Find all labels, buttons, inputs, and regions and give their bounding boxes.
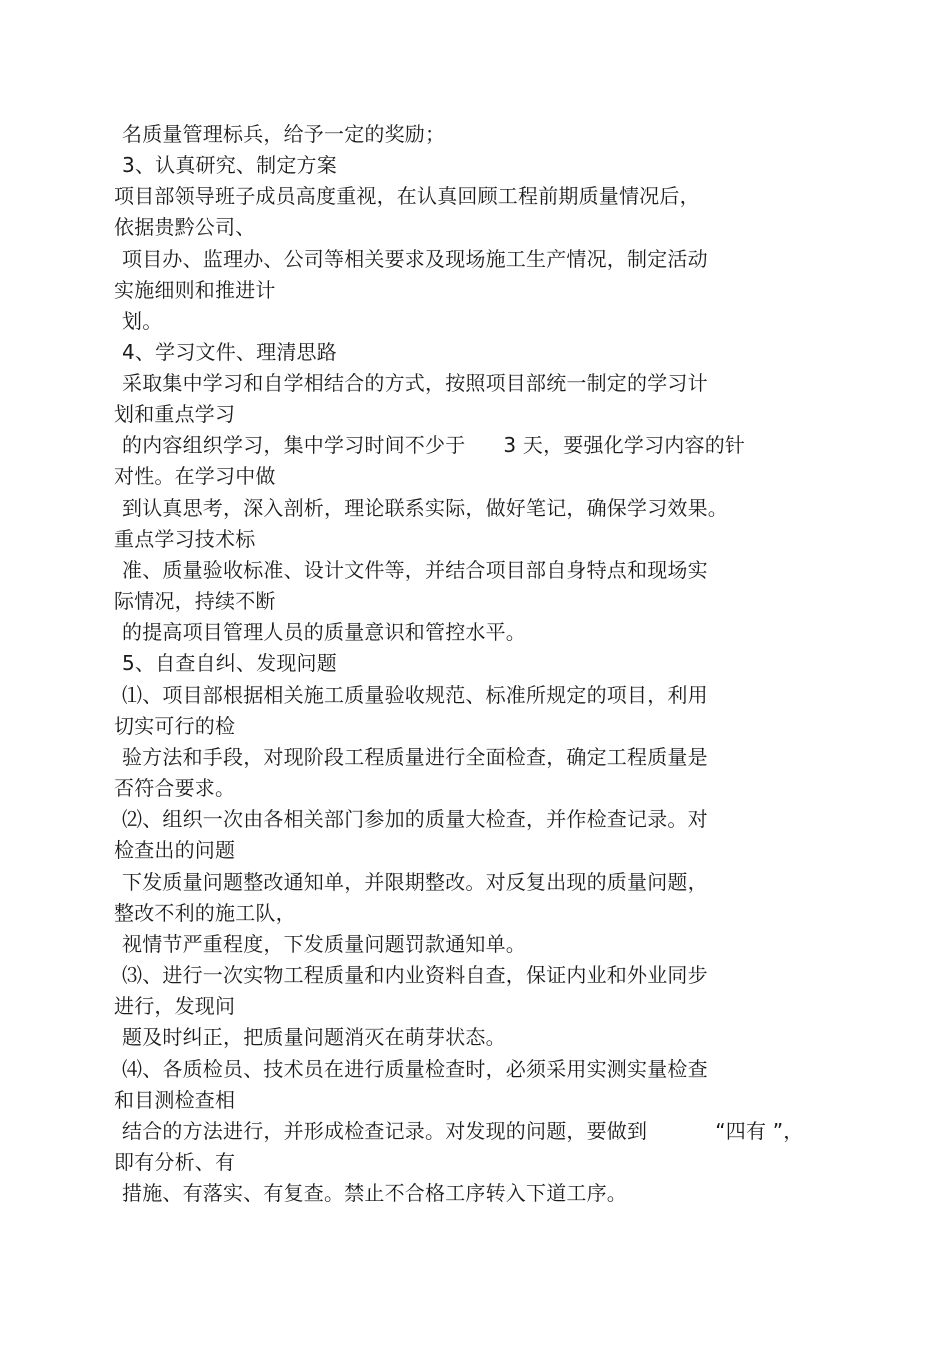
text-segment: 结合的方法进行，并形成检查记录。对发现的问题，要做到 — [122, 1119, 648, 1143]
text-line: 项目部领导班子成员高度重视，在认真回顾工程前期质量情况后， — [114, 184, 700, 208]
text-segment: “四有 ”， — [715, 1119, 804, 1143]
text-line: 实施细则和推进计 — [114, 278, 276, 302]
text-line: 即有分析、有 — [114, 1150, 236, 1174]
text-line: 重点学习技术标 — [114, 527, 256, 551]
text-line: ⑶、进行一次实物工程质量和内业资料自查，保证内业和外业同步 — [122, 963, 708, 987]
text-line: 题及时纠正，把质量问题消灭在萌芽状态。 — [122, 1025, 506, 1049]
text-line: ⑵、组织一次由各相关部门参加的质量大检查，并作检查记录。对 — [122, 807, 708, 831]
text-line: 到认真思考，深入剖析，理论联系实际，做好笔记，确保学习效果。 — [122, 496, 728, 520]
text-line: ⑴、项目部根据相关施工质量验收规范、标准所规定的项目，利用 — [122, 683, 708, 707]
text-line: 视情节严重程度，下发质量问题罚款通知单。 — [122, 932, 526, 956]
text-line: ⑷、各质检员、技术员在进行质量检查时，必须采用实测实量检查 — [122, 1057, 708, 1081]
text-line: 采取集中学习和自学相结合的方式，按照项目部统一制定的学习计 — [122, 371, 708, 395]
text-line: 切实可行的检 — [114, 714, 236, 738]
text-line: 际情况，持续不断 — [114, 589, 276, 613]
text-line: 的提高项目管理人员的质量意识和管控水平。 — [122, 620, 526, 644]
text-line: 措施、有落实、有复查。禁止不合格工序转入下道工序。 — [122, 1181, 627, 1205]
section-heading: 4、学习文件、理清思路 — [122, 340, 337, 364]
text-segment: 的内容组织学习，集中学习时间不少于 — [122, 433, 466, 457]
section-heading: 5、自查自纠、发现问题 — [122, 651, 337, 675]
text-line: 否符合要求。 — [114, 776, 236, 800]
text-segment: 3 天，要强化学习内容的针 — [503, 433, 746, 457]
section-heading: 3、认真研究、制定方案 — [122, 153, 337, 177]
text-line: 进行，发现问 — [114, 994, 236, 1018]
text-line — [122, 1119, 803, 1143]
text-line: 项目办、监理办、公司等相关要求及现场施工生产情况，制定活动 — [122, 247, 708, 271]
text-line: 划。 — [122, 309, 163, 333]
text-line: 验方法和手段，对现阶段工程质量进行全面检查，确定工程质量是 — [122, 745, 708, 769]
text-line: 名质量管理标兵，给予一定的奖励； — [122, 122, 446, 146]
text-line: 对性。在学习中做 — [114, 464, 276, 488]
text-line: 下发质量问题整改通知单，并限期整改。对反复出现的质量问题， — [122, 870, 708, 894]
text-line: 依据贵黔公司、 — [114, 215, 256, 239]
text-line: 准、质量验收标准、设计文件等，并结合项目部自身特点和现场实 — [122, 558, 708, 582]
text-line: 和目测检查相 — [114, 1088, 236, 1112]
text-line — [122, 433, 745, 457]
text-line: 划和重点学习 — [114, 402, 236, 426]
text-line: 检查出的问题 — [114, 838, 236, 862]
text-line: 整改不利的施工队， — [114, 901, 296, 925]
